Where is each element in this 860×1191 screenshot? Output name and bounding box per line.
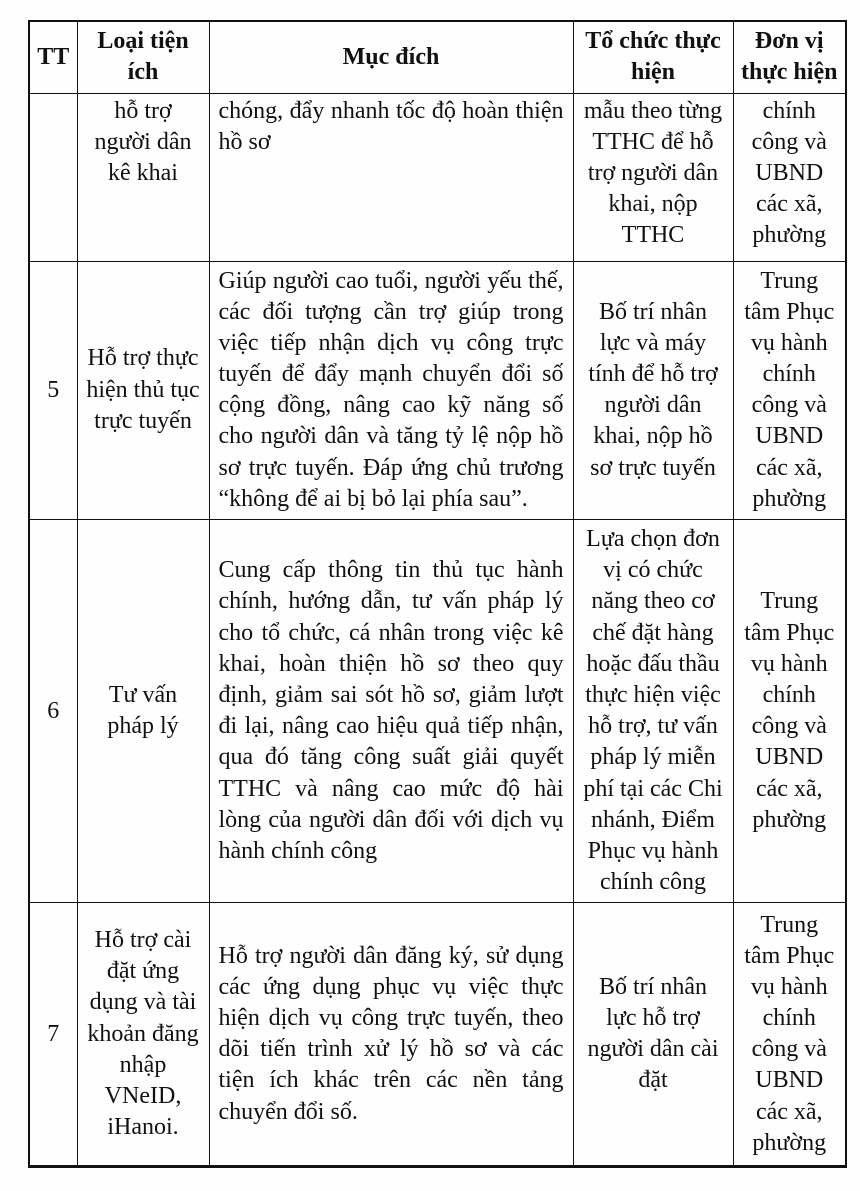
cell-muc-dich: chóng, đẩy nhanh tốc độ hoàn thiện hồ sơ <box>209 93 573 261</box>
table-row-6 <box>29 520 846 903</box>
col-header-don-vi-thuc-hien: Đơn vị thực hiện <box>733 21 846 93</box>
table-row-7 <box>29 903 846 1167</box>
table-row-continuation <box>29 93 846 261</box>
cell-muc-dich: Giúp người cao tuổi, người yếu thế, các đối tượng cần trợ giúp trong việc tiếp nhận dịch vụ công trực tuyến để đẩy mạnh chuyển đổi số cộng đồng, nâng cao kỹ năng số cho người dân và tăng tỷ lệ nộp hồ sơ trực tuyến. Đáp ứng chủ trương “không để ai bị bỏ lại phía sau”. <box>209 261 573 520</box>
cell-tt: 5 <box>29 261 77 520</box>
col-header-loai-tien-ich: Loại tiện ích <box>77 21 209 93</box>
table-header-row <box>29 21 846 93</box>
cell-tt: 7 <box>29 903 77 1167</box>
cell-don-vi-thuc-hien: Trung tâm Phục vụ hành chính công và UBND các xã, phường <box>733 903 846 1167</box>
cell-muc-dich: Hỗ trợ người dân đăng ký, sử dụng các ứng dụng phục vụ việc thực hiện dịch vụ công trực tuyến, theo dõi tiến trình xử lý hồ sơ và các tiện ích khác trên các nền tảng chuyển đổi số. <box>209 903 573 1167</box>
cell-muc-dich: Cung cấp thông tin thủ tục hành chính, hướng dẫn, tư vấn pháp lý cho tổ chức, cá nhân trong việc kê khai, hoàn thiện hồ sơ theo quy định, giảm sai sót hồ sơ, giảm lượt đi lại, nâng cao hiệu quả tiếp nhận, qua đó tăng công suất giải quyết TTHC và nâng cao mức độ hài lòng của người dân đối với dịch vụ hành chính công <box>209 520 573 903</box>
cell-don-vi-thuc-hien: Trung tâm Phục vụ hành chính công và UBND các xã, phường <box>733 261 846 520</box>
cell-to-chuc-thuc-hien: mẫu theo từng TTHC để hỗ trợ người dân khai, nộp TTHC <box>573 93 733 261</box>
cell-don-vi-thuc-hien: Trung tâm Phục vụ hành chính công và UBND các xã, phường <box>733 520 846 903</box>
col-header-muc-dich: Mục đích <box>209 21 573 93</box>
cell-loai-tien-ich: Hỗ trợ thực hiện thủ tục trực tuyến <box>77 261 209 520</box>
col-header-to-chuc-thuc-hien: Tổ chức thực hiện <box>573 21 733 93</box>
col-header-tt: TT <box>29 21 77 93</box>
cell-to-chuc-thuc-hien: Bố trí nhân lực và máy tính để hỗ trợ người dân khai, nộp hồ sơ trực tuyến <box>573 261 733 520</box>
cell-don-vi-thuc-hien: chính công và UBND các xã, phường <box>733 93 846 261</box>
cell-tt: 6 <box>29 520 77 903</box>
cell-loai-tien-ich: hỗ trợ người dân kê khai <box>77 93 209 261</box>
cell-tt <box>29 93 77 261</box>
cell-to-chuc-thuc-hien: Bố trí nhân lực hỗ trợ người dân cài đặt <box>573 903 733 1167</box>
table-row-5 <box>29 261 846 520</box>
cell-to-chuc-thuc-hien: Lựa chọn đơn vị có chức năng theo cơ chế đặt hàng hoặc đấu thầu thực hiện việc hỗ trợ, tư vấn pháp lý miễn phí tại các Chi nhánh, Điểm Phục vụ hành chính công <box>573 520 733 903</box>
cell-loai-tien-ich: Hỗ trợ cài đặt ứng dụng và tài khoản đăng nhập VNeID, iHanoi. <box>77 903 209 1167</box>
cell-loai-tien-ich: Tư vấn pháp lý <box>77 520 209 903</box>
utilities-table <box>28 20 847 1168</box>
